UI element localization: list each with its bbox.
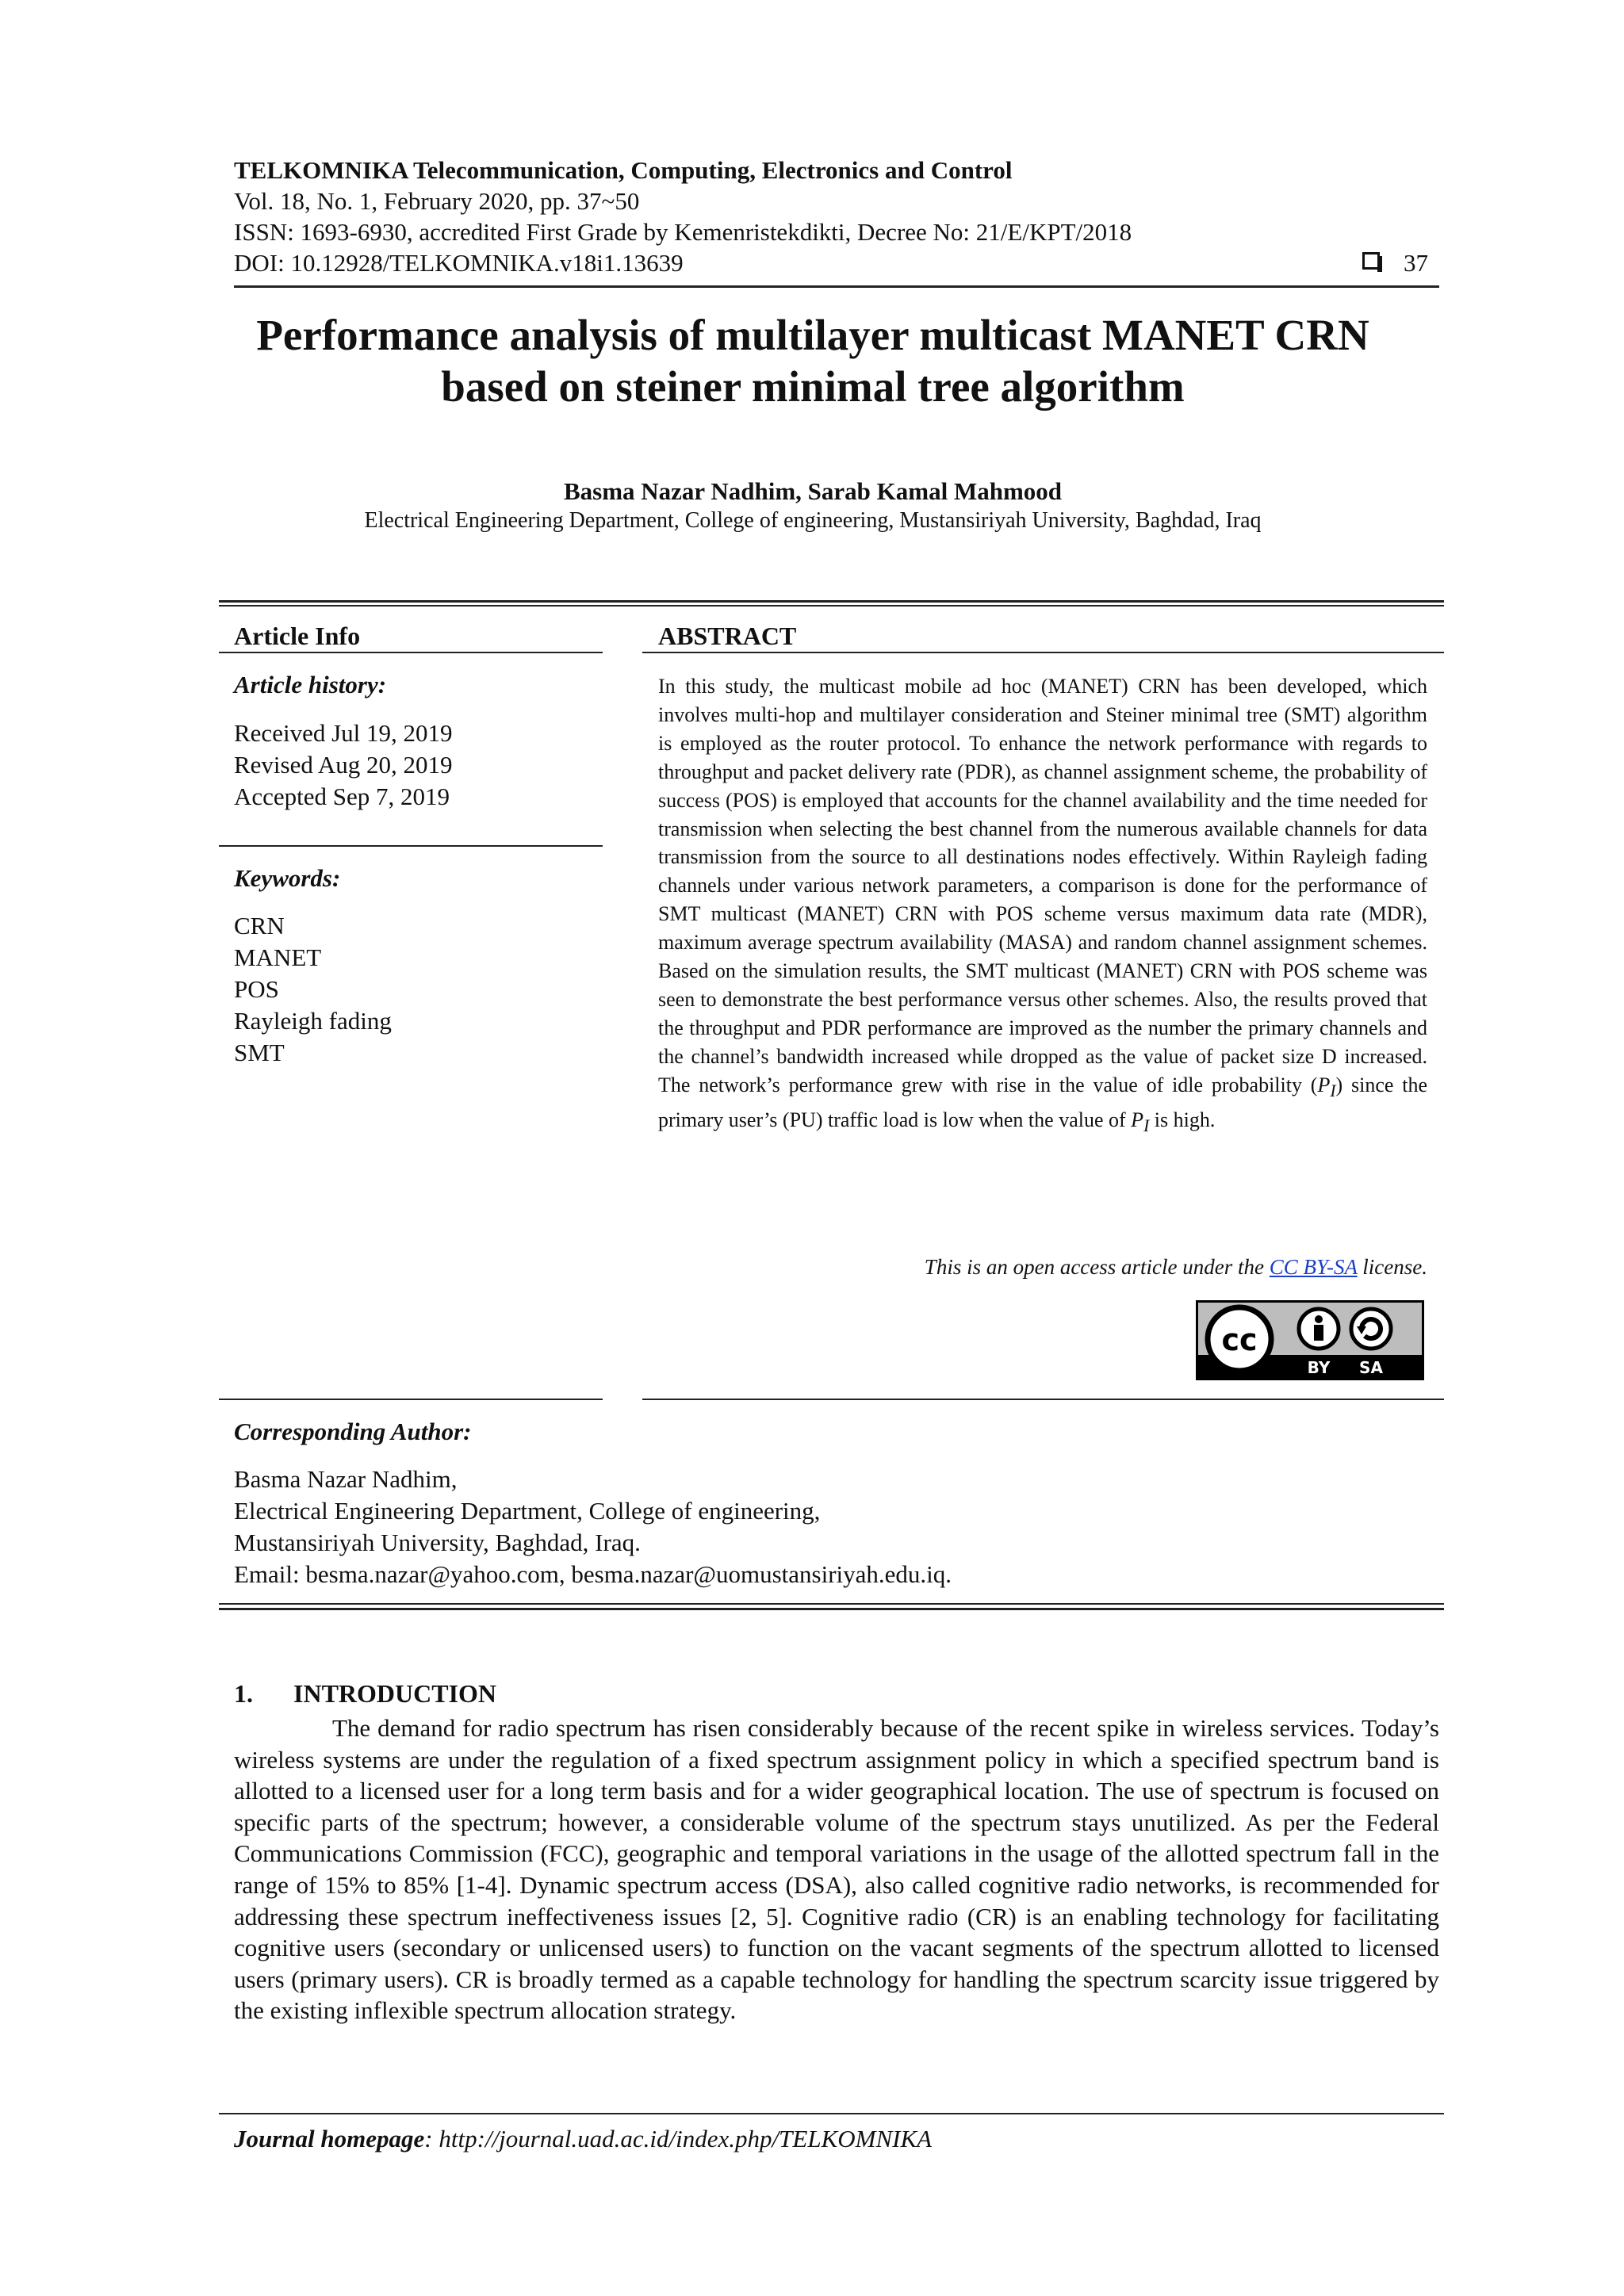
article-info-rule — [219, 652, 603, 653]
article-info-heading: Article Info — [234, 622, 361, 650]
paper-title — [159, 309, 1467, 412]
intro-heading: INTRODUCTION — [293, 1679, 497, 1708]
authors: Basma Nazar Nadhim, Sarab Kamal Mahmood — [563, 477, 1063, 505]
abstract-end: is high. — [1149, 1108, 1216, 1131]
svg-text:BY: BY — [1307, 1358, 1331, 1377]
top-rule-2 — [219, 605, 1444, 607]
header-rule — [234, 285, 1439, 288]
abstract-rule — [642, 652, 1444, 653]
received-date: Received Jul 19, 2019 — [234, 719, 453, 747]
corresponding-email: Email: besma.nazar@yahoo.com, besma.nazar@uomustansiriyah.edu.iq. — [234, 1560, 952, 1588]
bottom-rule-1 — [219, 1603, 1444, 1605]
corresponding-univ: Mustansiriyah University, Baghdad, Iraq. — [234, 1529, 641, 1556]
intro-body — [234, 1712, 1439, 2026]
journal-issn: ISSN: 1693-6930, accredited First Grade by Kemenristekdikti, Decree No: 21/E/KPT/2018 — [234, 218, 1132, 246]
history-heading: Article history: — [234, 671, 387, 698]
right-bottom-rule — [642, 1399, 1444, 1400]
journal-volume: Vol. 18, No. 1, February 2020, pp. 37~50 — [234, 187, 640, 215]
svg-text:SA: SA — [1359, 1358, 1383, 1377]
footer-label: Journal homepage — [234, 2125, 425, 2152]
title-line-1: Performance analysis of multilayer multicast MANET CRN — [256, 311, 1369, 359]
abstract-main: In this study, the multicast mobile ad hoc (MANET) CRN has been developed, which involves multi-hop and multilayer consideration and Steiner minimal tree (SMT) algorithm is employed as the router protocol. To enhance the network performance with regards to throughput and packet delivery rate (PDR), as channel assignment scheme, the probability of success (POS) is employed that accounts for the channel availability and the time needed for transmission when selecting the best channel from the numerous available channels for data transmission from the source to all destinations nodes effectively. Within Rayleigh fading channels under various network parameters, a comparison is done for the performance of SMT multicast (MANET) CRN with POS scheme versus maximum data rate (MDR), maximum average spectrum availability (MASA) and random channel assignment schemes. Based on the simulation results, the SMT multicast (MANET) CRN with POS scheme was seen to demonstrate the best performance versus other schemes. Also, the results proved that the throughput and PDR performance are improved as the number the primary channels and the channel’s bandwidth increased while dropped as the value of packet size D increased. The network’s performance grew with rise in the value of idle probability ( — [658, 675, 1427, 1096]
corresponding-block — [234, 1464, 952, 1590]
keyword-item: Rayleigh fading — [234, 1007, 392, 1035]
footer-rule — [219, 2113, 1444, 2114]
footer-homepage — [234, 2125, 932, 2153]
footer-url: : http://journal.uad.ac.id/index.php/TELKOMNIKA — [424, 2125, 933, 2152]
affiliation: Electrical Engineering Department, College of engineering, Mustansiriyah University, Baghdad, Iraq — [364, 508, 1262, 533]
cc-by-sa-badge[interactable] — [1196, 1300, 1424, 1380]
idle-probability-symbol-2: $P_I$ — [1131, 1108, 1150, 1135]
keyword-list — [234, 910, 392, 1069]
abstract-heading: ABSTRACT — [658, 622, 797, 650]
cc-by-sa-link[interactable]: CC BY-SA — [1269, 1255, 1358, 1279]
svg-text:cc: cc — [1221, 1322, 1258, 1357]
corresponding-name: Basma Nazar Nadhim, — [234, 1465, 458, 1493]
left-bottom-rule — [219, 1399, 603, 1400]
keyword-item: POS — [234, 975, 279, 1003]
idle-probability-symbol: $P_I$ — [1317, 1073, 1336, 1100]
journal-name: TELKOMNIKA Telecommunication, Computing, Electronics and Control — [234, 156, 1013, 184]
abstract-mid: ) since the primary user’s (PU) traffic load is low when the value of — [658, 1073, 1428, 1131]
cc-badge-icon — [1198, 1303, 1422, 1378]
keyword-item: SMT — [234, 1039, 285, 1066]
revised-date: Revised Aug 20, 2019 — [234, 751, 453, 779]
history-rule — [219, 845, 603, 847]
corresponding-dept: Electrical Engineering Department, College of engineering, — [234, 1497, 821, 1525]
keyword-item: CRN — [234, 912, 285, 939]
abstract-text — [658, 672, 1427, 1141]
bottom-rule-2 — [219, 1608, 1444, 1610]
accepted-date: Accepted Sep 7, 2019 — [234, 783, 450, 810]
corresponding-heading: Corresponding Author: — [234, 1418, 472, 1445]
title-line-2: based on steiner minimal tree algorithm — [441, 362, 1185, 411]
keywords-heading: Keywords: — [234, 864, 341, 892]
page-box-icon — [1362, 252, 1380, 270]
top-rule-1 — [219, 600, 1444, 603]
intro-heading-number: 1. — [234, 1679, 253, 1708]
intro-paragraph: The demand for radio spectrum has risen considerably because of the recent spike in wireless services. Today’s wireless systems are under the regulation of a fixed spectrum assignment policy in which a specified spectrum band is allotted to a licensed user for a long term basis and for a wider geographical location. The use of spectrum is focused on specific parts of the spectrum; however, a considerable volume of the spectrum stays unutilized. As per the Federal Communications Commission (FCC), geographic and temporal variations in the usage of the allotted spectrum fall in the range of 15% to 85% [1-4]. Dynamic spectrum access (DSA), also called cognitive radio networks, is recommended for addressing these spectrum ineffectiveness issues [2, 5]. Cognitive radio (CR) is an enabling technology for facilitating cognitive users (secondary or unlicensed users) to function on the vacant segments of the spectrum allotted to licensed users (primary users). CR is broadly termed as a capable technology for handling the spectrum scarcity issue triggered by the existing inflexible spectrum allocation strategy. — [234, 1714, 1439, 2025]
open-access-note: This is an open access article under the CC BY-SA license. — [924, 1255, 1427, 1279]
keyword-item: MANET — [234, 943, 322, 971]
page-number: 37 — [1404, 249, 1428, 277]
journal-doi: DOI: 10.12928/TELKOMNIKA.v18i1.13639 — [234, 249, 684, 277]
